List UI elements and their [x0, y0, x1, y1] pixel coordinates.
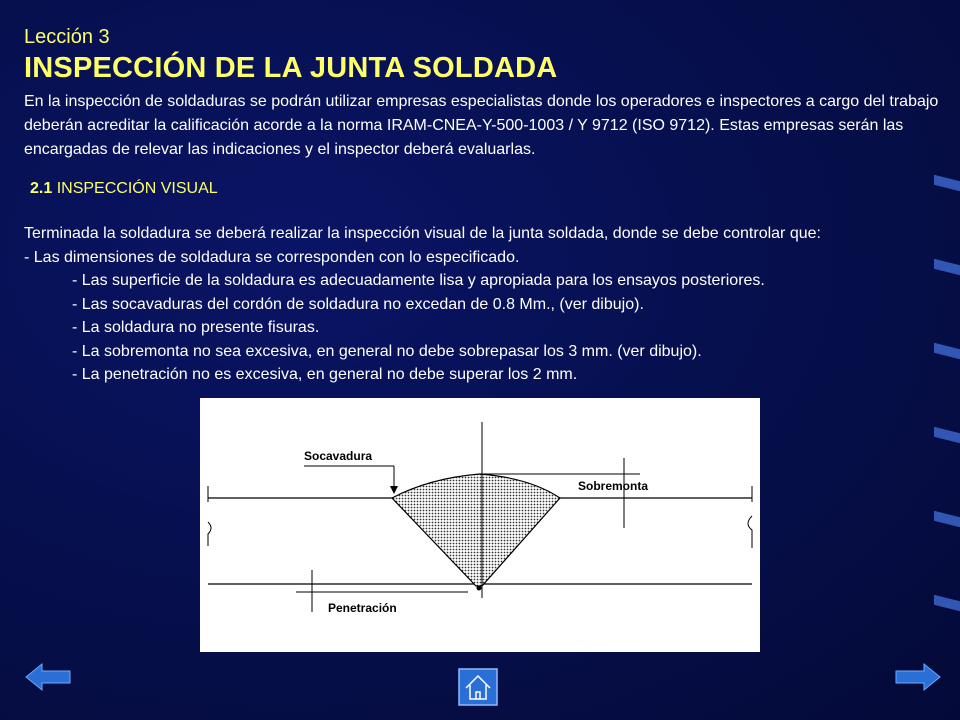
next-button[interactable] [894, 662, 942, 692]
edge-decoration [934, 427, 960, 443]
check-item: - Las superficie de la soldadura es adecuadamente lisa y apropiada para los ensayos posteriores. [72, 272, 765, 289]
plate-break-right [748, 486, 752, 548]
section-heading [30, 180, 218, 198]
intro-paragraph: En la inspección de soldaduras se podrán utilizar empresas especialistas donde los operadores e inspectores a cargo del trabajo deberán acreditar la calificación acorde a la norma IRAM-CNEA-Y-500-1003 / Y 9712 (ISO 9712). Estas empresas serán las encargadas de relevar las indicaciones y el inspector deberá evaluarlas. [24, 93, 939, 158]
right-arrow-icon [894, 662, 942, 692]
edge-decoration [934, 175, 960, 191]
weld-diagram-svg [200, 398, 760, 652]
previous-button[interactable] [24, 662, 72, 692]
check-item: - La penetración no es excesiva, en general no debe superar los 2 mm. [72, 366, 578, 383]
lesson-label: Lección 3 [24, 26, 110, 48]
inspection-paragraph: Terminada la soldadura se deberá realizar la inspección visual de la junta soldada, donde se debe controlar que: [24, 225, 821, 242]
inspection-text [24, 222, 960, 387]
weld-bead [392, 474, 560, 586]
home-icon [458, 668, 498, 706]
check-item: - La sobremonta no sea excesiva, en general no debe sobrepasar los 3 mm. (ver dibujo). [72, 342, 702, 360]
edge-decoration [934, 511, 960, 527]
weld-joint-diagram [200, 398, 760, 652]
section-number: 2.1 [30, 180, 53, 197]
left-arrow-icon [24, 662, 72, 692]
sobremonta-label: Sobremonta [578, 479, 649, 493]
root-mark [477, 586, 482, 591]
plate-break-left [208, 486, 211, 546]
check-item: - Las socavaduras del cordón de soldadura no excedan de 0.8 Mm., (ver dibujo). [72, 295, 644, 313]
edge-decoration [934, 595, 960, 611]
home-button[interactable] [458, 668, 498, 706]
socavadura-arrow-head [390, 486, 398, 494]
socavadura-label: Socavadura [304, 449, 373, 463]
penetracion-label: Penetración [328, 601, 397, 615]
check-item: - Las dimensiones de soldadura se corresponden con lo especificado. [24, 248, 520, 266]
check-item: - La soldadura no presente fisuras. [72, 319, 320, 336]
section-title: INSPECCIÓN VISUAL [56, 180, 218, 197]
page-title: INSPECCIÓN DE LA JUNTA SOLDADA [24, 52, 558, 84]
